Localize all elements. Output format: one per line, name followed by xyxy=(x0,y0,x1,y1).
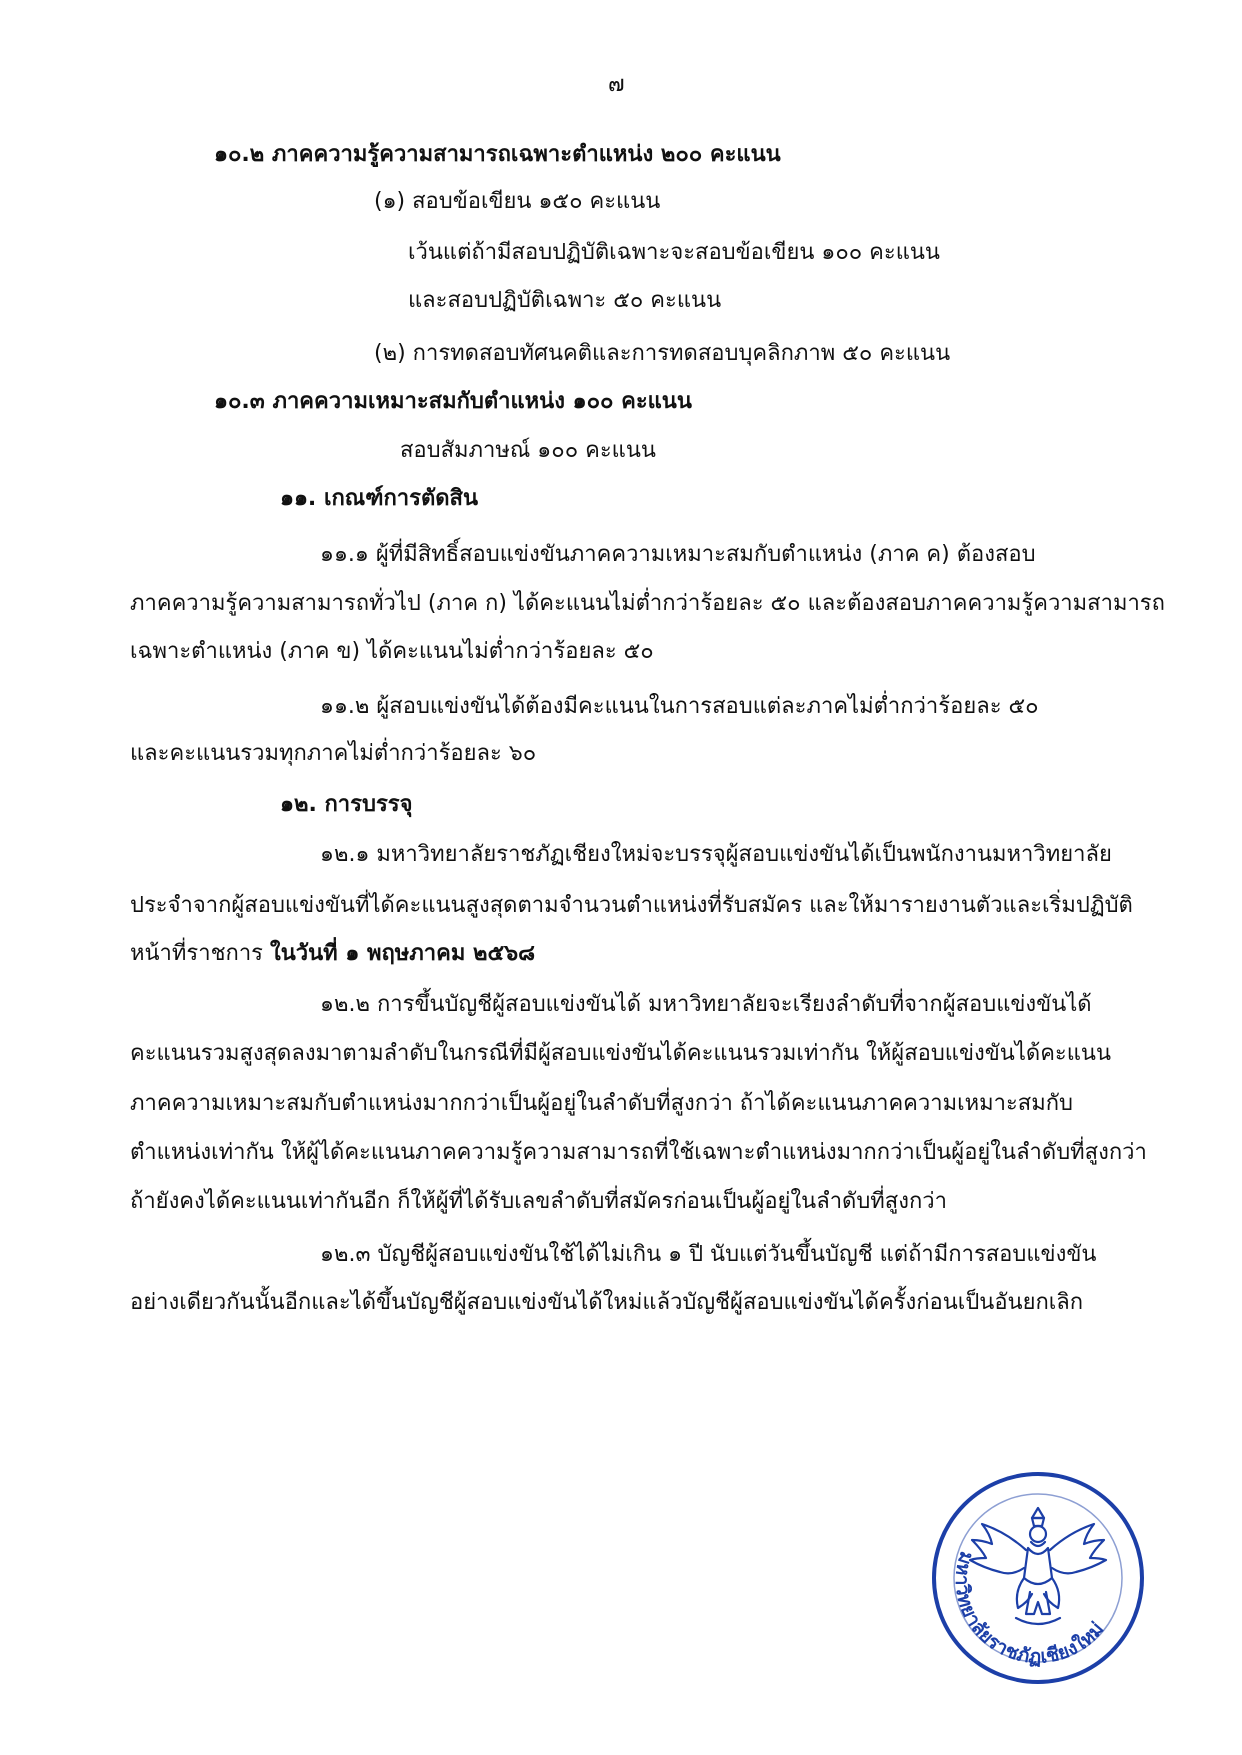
para-12-1-date: ในวันที่ ๑ พฤษภาคม ๒๕๖๘ xyxy=(270,941,536,966)
para-11-2-line2: และคะแนนรวมทุกภาคไม่ต่ำกว่าร้อยละ ๖๐ xyxy=(130,741,537,766)
para-12-2-line3: ภาคความเหมาะสมกับตำแหน่งมากกว่าเป็นผู้อยู่ในลำดับที่สูงกว่า ถ้าได้คะแนนภาคความเหมาะสมกับ xyxy=(130,1091,1074,1116)
page-number: ๗ xyxy=(608,72,625,97)
svg-text:มหาวิทยาลัยราชภัฏเชียงใหม่ xyxy=(951,1549,1108,1668)
item-10-2-1-note-cont: และสอบปฏิบัติเฉพาะ ๕๐ คะแนน xyxy=(408,288,722,313)
item-10-2-1: (๑) สอบข้อเขียน ๑๕๐ คะแนน xyxy=(374,189,661,214)
section-12-heading: ๑๒. การบรรจุ xyxy=(280,792,413,817)
para-12-1-line2: ประจำจากผู้สอบแข่งขันที่ได้คะแนนสูงสุดตามจำนวนตำแหน่งที่รับสมัคร และให้มารายงานตัวและเริ่มปฏิบัติ xyxy=(130,893,1133,918)
para-11-1-line3: เฉพาะตำแหน่ง (ภาค ข) ได้คะแนนไม่ต่ำกว่าร้อยละ ๕๐ xyxy=(130,639,654,664)
para-12-3-line2: อย่างเดียวกันนั้นอีกและได้ขึ้นบัญชีผู้สอบแข่งขันได้ใหม่แล้วบัญชีผู้สอบแข่งขันได้ครั้งก่อนเป็นอันยกเลิก xyxy=(130,1290,1084,1315)
para-12-2-line2: คะแนนรวมสูงสุดลงมาตามลำดับในกรณีที่มีผู้สอบแข่งขันได้คะแนนรวมเท่ากัน ให้ผู้สอบแข่งขันได้คะแนน xyxy=(130,1041,1111,1066)
para-11-1-line2: ภาคความรู้ความสามารถทั่วไป (ภาค ก) ได้คะแนนไม่ต่ำกว่าร้อยละ ๕๐ และต้องสอบภาคความรู้ความสามารถ xyxy=(130,591,1165,616)
university-seal-stamp xyxy=(928,1468,1148,1688)
para-12-3-line1: ๑๒.๓ บัญชีผู้สอบแข่งขันใช้ได้ไม่เกิน ๑ ปี นับแต่วันขึ้นบัญชี แต่ถ้ามีการสอบแข่งขัน xyxy=(320,1242,1097,1267)
garuda-emblem-icon xyxy=(970,1508,1106,1624)
para-12-1-line3 xyxy=(130,939,535,969)
item-10-2-2: (๒) การทดสอบทัศนคติและการทดสอบบุคลิกภาพ ๕๐ คะแนน xyxy=(374,341,951,366)
para-12-1-line1: ๑๒.๑ มหาวิทยาลัยราชภัฏเชียงใหม่จะบรรจุผู้สอบแข่งขันได้เป็นพนักงานมหาวิทยาลัย xyxy=(320,842,1112,867)
section-10-2-heading: ๑๐.๒ ภาคความรู้ความสามารถเฉพาะตำแหน่ง ๒๐๐ คะแนน xyxy=(214,142,781,167)
para-11-1-line1: ๑๑.๑ ผู้ที่มีสิทธิ์สอบแข่งขันภาคความเหมาะสมกับตำแหน่ง (ภาค ค) ต้องสอบ xyxy=(320,542,1036,567)
para-12-1-text: หน้าที่ราชการ xyxy=(130,941,263,966)
item-10-3-interview: สอบสัมภาษณ์ ๑๐๐ คะแนน xyxy=(400,438,656,463)
section-11-heading: ๑๑. เกณฑ์การตัดสิน xyxy=(280,486,478,511)
stamp-text: มหาวิทยาลัยราชภัฏเชียงใหม่ xyxy=(950,1548,1109,1668)
para-12-2-line4: ตำแหน่งเท่ากัน ให้ผู้ได้คะแนนภาคความรู้ความสามารถที่ใช้เฉพาะตำแหน่งมากกว่าเป็นผู้อยู่ในลำดับที่สูงกว่า xyxy=(130,1140,1147,1165)
item-10-2-1-note: เว้นแต่ถ้ามีสอบปฏิบัติเฉพาะจะสอบข้อเขียน ๑๐๐ คะแนน xyxy=(408,240,940,265)
section-10-3-heading: ๑๐.๓ ภาคความเหมาะสมกับตำแหน่ง ๑๐๐ คะแนน xyxy=(214,389,692,414)
para-11-2-line1: ๑๑.๒ ผู้สอบแข่งขันได้ต้องมีคะแนนในการสอบแต่ละภาคไม่ต่ำกว่าร้อยละ ๕๐ xyxy=(320,694,1039,719)
para-12-2-line1: ๑๒.๒ การขึ้นบัญชีผู้สอบแข่งขันได้ มหาวิทยาลัยจะเรียงลำดับที่จากผู้สอบแข่งขันได้ xyxy=(320,992,1092,1017)
para-12-2-line5: ถ้ายังคงได้คะแนนเท่ากันอีก ก็ให้ผู้ที่ได้รับเลขลำดับที่สมัครก่อนเป็นผู้อยู่ในลำดับที่สูงกว่า xyxy=(130,1189,948,1214)
